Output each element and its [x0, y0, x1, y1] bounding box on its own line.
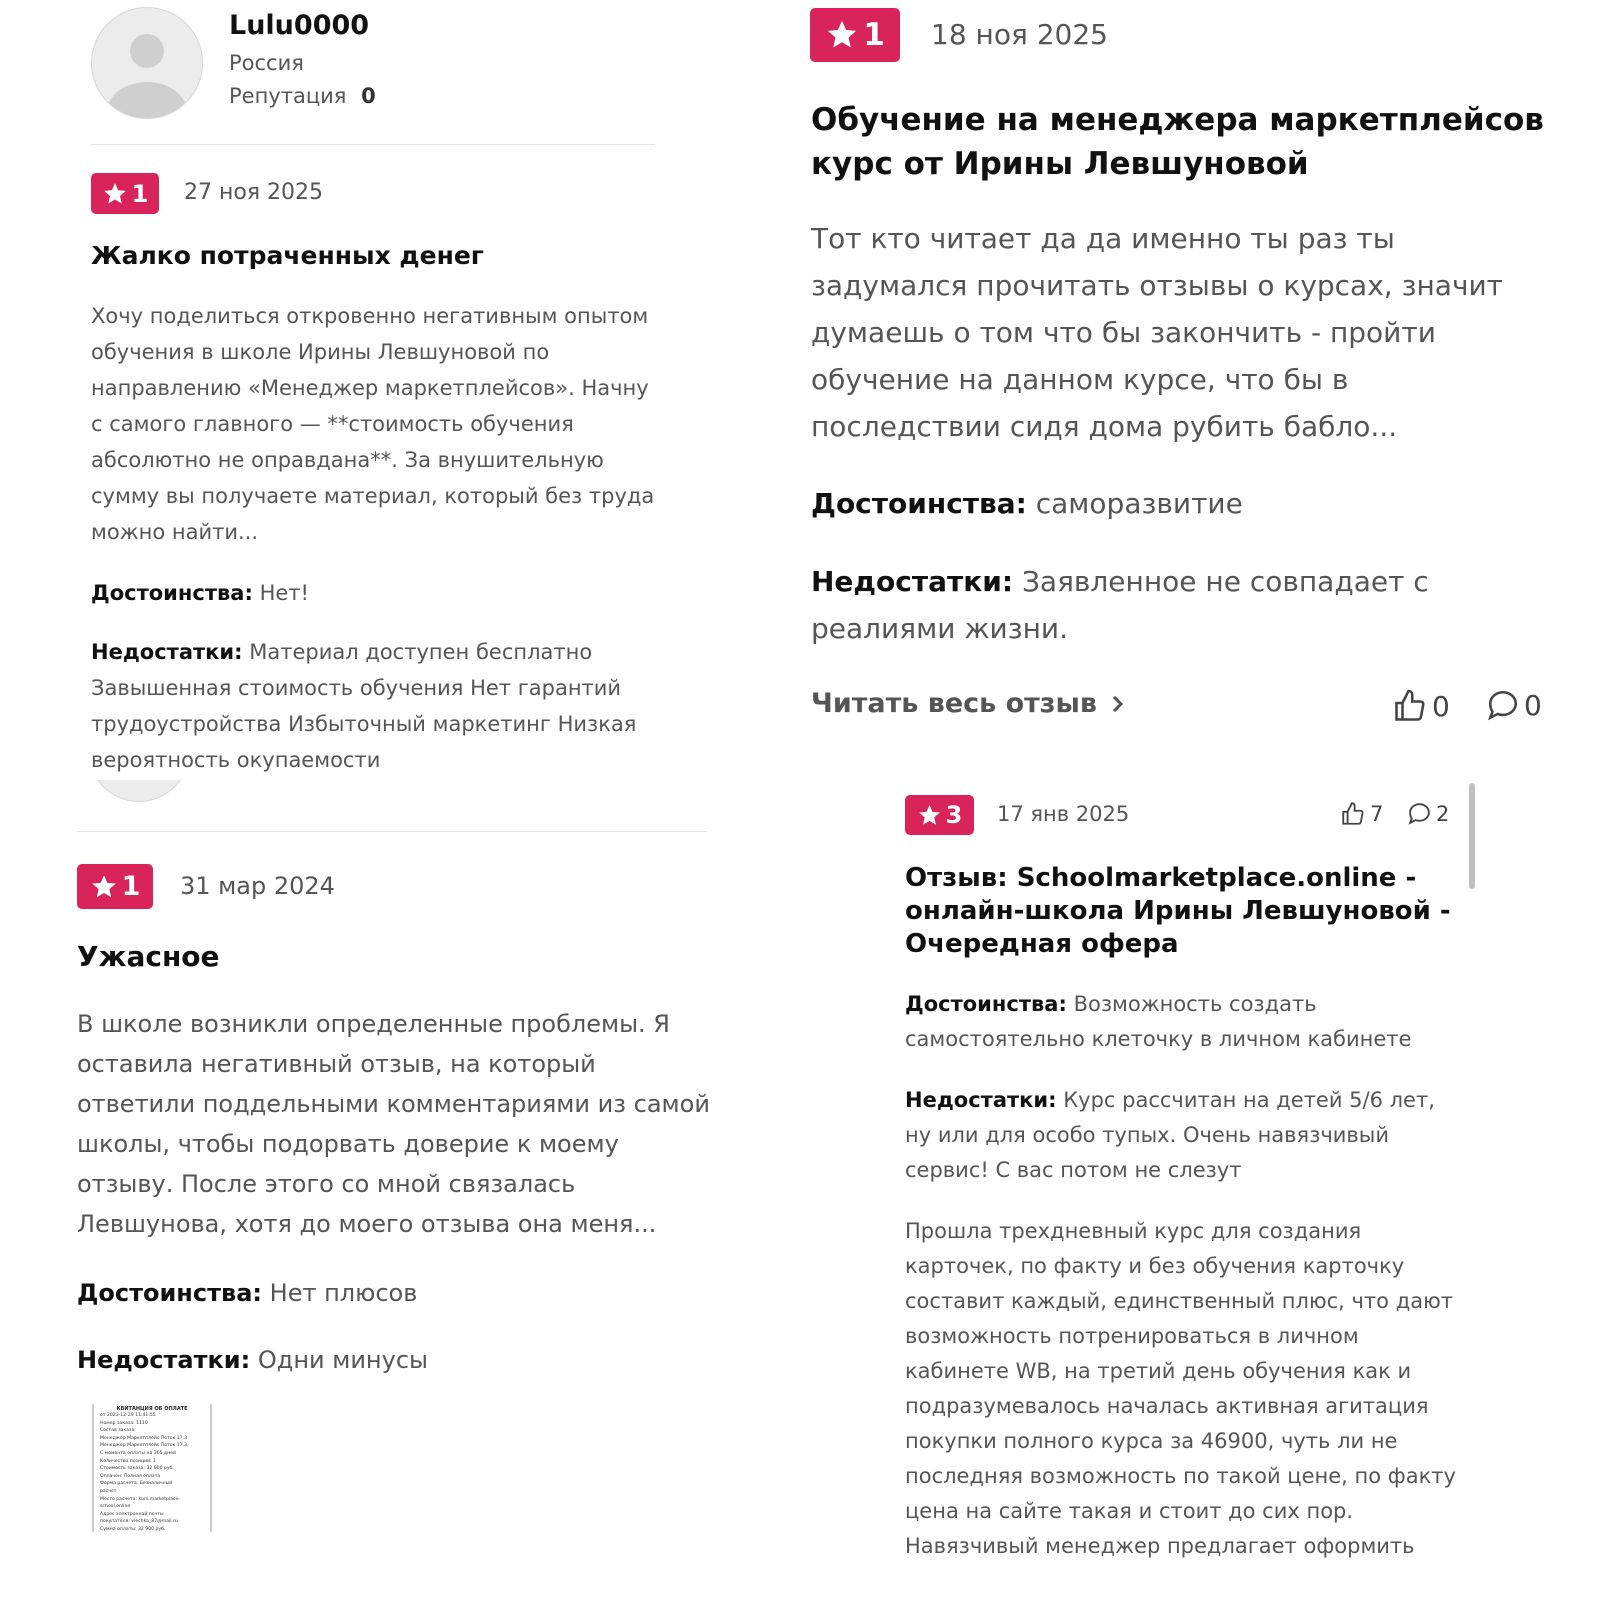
receipt-line: С момента оплаты на 365 дней [100, 1450, 177, 1456]
review-text: Прошла трехдневный курс для создания карточек, по факту и без обучения карточку составит каждый, единственный плюс, что дают возможность потренироваться в личном кабинете WB, на третий день обучения как и подразумевалось началась активная агитация покупки полного курса за 46900, чуть ли не последняя возможность по такой цене, по факту цена на сайте такая и стоит до сих пор. Навязчивый менеджер предлагает оформить [905, 1219, 1456, 1558]
review-text: В школе возникли определенные проблемы. Я оставила негативный отзыв, на который ответили поддельными комментариями из самой школы, чтобы подорвать доверие к моему отзыву. После этого со мной связалась Левшунова, хотя до моего отзыва она меня... [77, 1010, 710, 1238]
pros-value: саморазвитие [1035, 487, 1243, 520]
receipt-line: от 2023-12-29 11:41:55 [100, 1413, 156, 1418]
like-count: 0 [1432, 689, 1450, 723]
comment-icon [1407, 801, 1432, 826]
username[interactable]: Lulu0000 [229, 10, 370, 41]
review-divider [77, 831, 706, 832]
review-pros [811, 484, 1546, 524]
review-pros [77, 1276, 707, 1310]
review-text: Тот кто читает да да именно ты раз ты задумался прочитать отзывы о курсах, значит думаешь о том что бы закончить - пройти обучение на данном курсе, что бы в последствии сидя дома рубить бабло... [811, 222, 1503, 443]
review-title[interactable]: Отзыв: Schoolmarketplace.online - онлайн-школа Ирины Левшуновой - Очередная офера [905, 863, 1451, 959]
rating-value: 1 [121, 871, 141, 902]
comment-button[interactable] [1407, 801, 1449, 826]
like-count: 7 [1370, 802, 1384, 826]
receipt-line: Место расчета: kurs.marketplace- [100, 1496, 181, 1502]
rating-badge [905, 795, 974, 835]
rating-value: 1 [863, 17, 885, 53]
user-reputation [229, 84, 376, 108]
like-button[interactable] [1392, 688, 1450, 724]
rating-value: 1 [131, 179, 149, 208]
review-cons [77, 1343, 707, 1377]
pros-value: Возможность создать самостоятельно клеточку в личном кабинете [905, 992, 1412, 1051]
comment-icon [1486, 688, 1520, 722]
review-date: 31 мар 2024 [180, 872, 335, 900]
pros-value: Нет плюсов [269, 1279, 418, 1307]
read-more-label: Читать весь отзыв [811, 688, 1097, 719]
receipt-line: school.online [100, 1504, 131, 1510]
review-pros [91, 578, 666, 608]
pros-value: Нет! [259, 581, 309, 605]
receipt-heading: КВИТАНЦИЯ ОБ ОПЛАТЕ [116, 1406, 188, 1412]
pros-label: Достоинства: [905, 992, 1067, 1016]
cons-value: Заявленное не совпадает с реалиями жизни. [811, 565, 1429, 645]
receipt-line: Оплачен: Полная оплата [100, 1473, 161, 1479]
cons-label: Недостатки: [905, 1088, 1057, 1112]
rating-badge [77, 864, 153, 909]
reputation-label: Репутация [229, 84, 347, 108]
user-icon [92, 8, 202, 118]
review-pros [905, 987, 1460, 1057]
cons-value: Курс рассчитан на детей 5/6 лет, ну или для особо тупых. Очень навязчивый сервис! С вас потом не слезут [905, 1088, 1435, 1182]
thumbs-up-icon [1340, 801, 1366, 827]
review-date: 18 ноя 2025 [931, 18, 1108, 51]
receipt-line: Адрес электронной почты [100, 1511, 164, 1517]
pros-label: Достоинства: [91, 581, 253, 605]
scrollbar-thumb[interactable] [1469, 783, 1475, 889]
comment-count: 0 [1524, 688, 1542, 722]
review-title[interactable]: Ужасное [77, 940, 220, 973]
reputation-value: 0 [361, 84, 376, 108]
rating-badge [810, 8, 900, 62]
chevron-right-icon [1111, 694, 1125, 714]
receipt-line: Состав заказа: [100, 1428, 136, 1434]
review-text: Хочу поделиться откровенно негативным опытом обучения в школе Ирины Левшуновой по направлению «Менеджер маркетплейсов». Начну с самого главного — **стоимость обучения абсолютно не оправдана**. За внушительную сумму вы получаете материал, который без труда можно найти... [91, 304, 655, 544]
receipt-thumbnail[interactable] [92, 1404, 212, 1532]
star-icon [825, 18, 859, 52]
pros-label: Достоинства: [811, 487, 1027, 520]
like-button[interactable] [1340, 801, 1383, 827]
star-icon [917, 803, 942, 828]
receipt-line: Стоимость заказа: 32 900 руб. [100, 1466, 174, 1472]
rating-value: 3 [945, 801, 963, 829]
cons-label: Недостатки: [77, 1346, 251, 1374]
rating-badge [91, 173, 159, 214]
receipt-line: Менеджер Маркетплейс Поток 17.3 [100, 1435, 188, 1441]
receipt-line: Сумма оплаты: 32 900 руб. [100, 1526, 166, 1532]
review-title[interactable]: Обучение на менеджера маркетплейсов курс от Ирины Левшуновой [811, 102, 1544, 182]
review-cons [811, 558, 1546, 652]
review-date: 27 ноя 2025 [184, 180, 324, 205]
cons-label: Недостатки: [811, 565, 1014, 598]
review-title[interactable]: Жалко потраченных денег [91, 241, 484, 270]
star-icon [102, 181, 128, 207]
cons-value: Одни минусы [257, 1346, 428, 1374]
receipt-line: Количество позиций: 1 [100, 1458, 156, 1464]
receipt-line: покупателя: vlechka_87@mail.ru [100, 1519, 178, 1525]
profile-divider [91, 144, 655, 145]
cons-label: Недостатки: [91, 640, 243, 664]
user-country: Россия [229, 51, 304, 75]
review-cons [91, 634, 666, 778]
receipt-line: расчет [100, 1488, 117, 1494]
review-cons [905, 1083, 1460, 1188]
receipt-line: Форма расчета: Безналичный [100, 1481, 173, 1487]
star-icon [90, 873, 118, 901]
receipt-line: Менеджер Маркетплейс Поток 17.3, [100, 1443, 189, 1449]
avatar[interactable] [91, 7, 203, 119]
review-text-clip [905, 1214, 1465, 1600]
receipt-line: Номер заказа: 1110 [100, 1420, 148, 1426]
read-more-link[interactable] [811, 688, 1125, 719]
review-date: 17 янв 2025 [997, 802, 1130, 826]
thumbs-up-icon [1392, 688, 1428, 724]
comment-count: 2 [1436, 801, 1450, 826]
pros-label: Достоинства: [77, 1279, 263, 1307]
receipt-lines [94, 1412, 210, 1532]
comment-button[interactable] [1486, 688, 1542, 722]
cons-value: Материал доступен бесплатно Завышенная стоимость обучения Нет гарантий трудоустройства Избыточный маркетинг Низкая вероятность окупаемости [91, 640, 637, 772]
